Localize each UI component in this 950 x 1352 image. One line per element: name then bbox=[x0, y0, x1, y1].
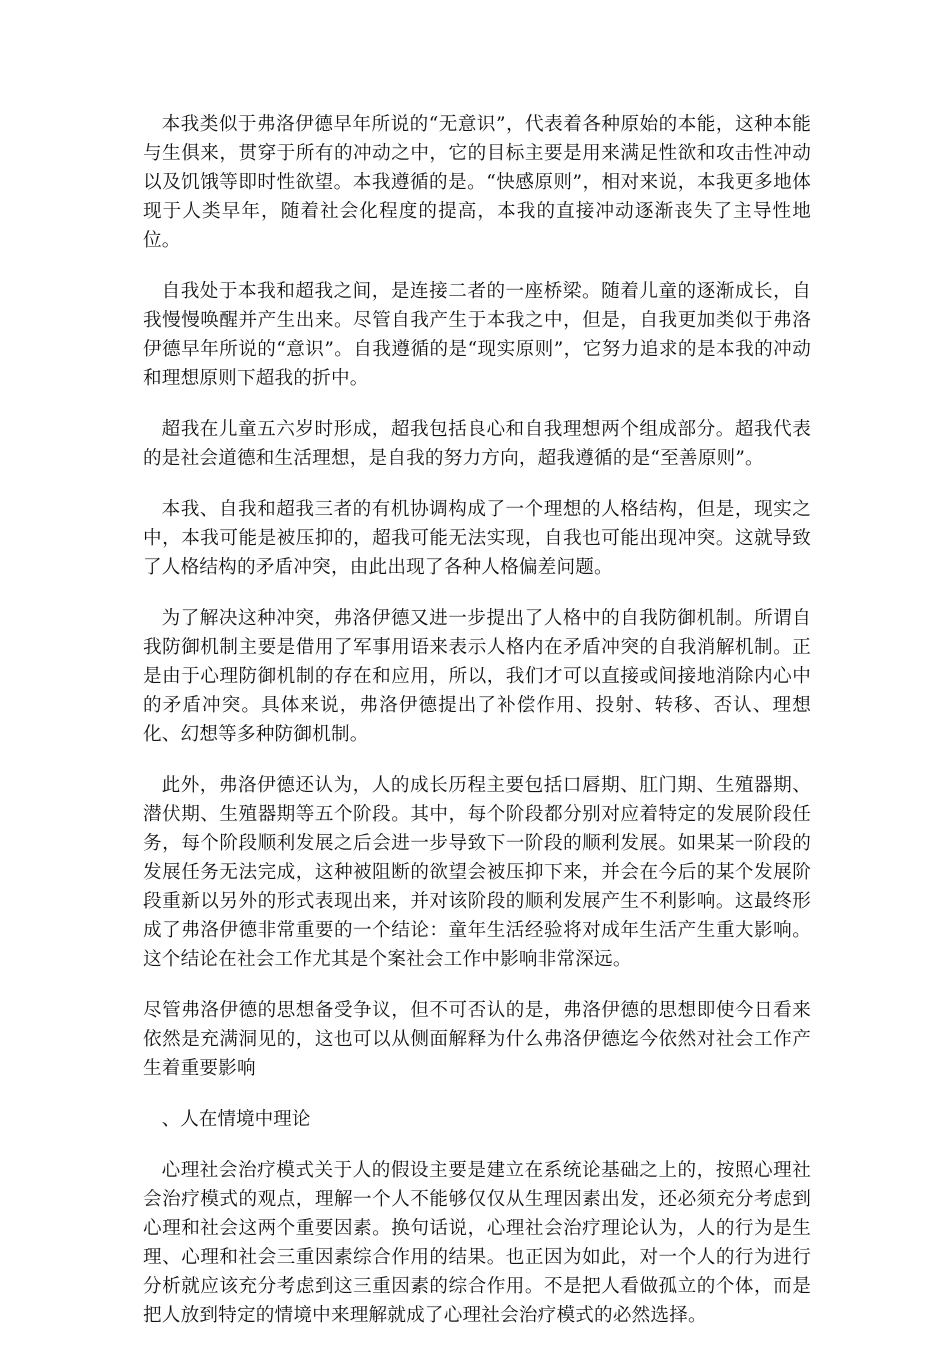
paragraph-superego: 超我在儿童五六岁时形成，超我包括良心和自我理想两个组成部分。超我代表的是社会道德和生活理想，是自我的努力方向，超我遵循的是“至善原则”。 bbox=[143, 419, 811, 469]
document-page bbox=[143, 110, 811, 1352]
section-heading: 、人在情境中理论 bbox=[161, 1109, 311, 1130]
paragraph-development-stages: 此外，弗洛伊德还认为，人的成长历程主要包括口唇期、肛门期、生殖器期、潜伏期、生殖器期等五个阶段。其中，每个阶段都分别对应着特定的发展阶段任务，每个阶段顺利发展之后会进一步导致下一阶段的顺利发展。如果某一阶段的发展任务无法完成，这种被阻断的欲望会被压抑下来，并会在今后的某个发展阶段重新以另外的形式表现出来，并对该阶段的顺利发展产生不利影响。这最终形成了弗洛伊德非常重要的一个结论：童年生活经验将对成年生活产生重大影响。这个结论在社会工作尤其是个案社会工作中影响非常深远。 bbox=[143, 775, 811, 970]
paragraph-ego: 自我处于本我和超我之间，是连接二者的一座桥梁。随着儿童的逐渐成长，自我慢慢唤醒并产生出来。尽管自我产生于本我之中，但是，自我更加类似于弗洛伊德早年所说的“意识”。自我遵循的是“现实原则”，它努力追求的是本我的冲动和理想原则下超我的折中。 bbox=[143, 281, 811, 389]
paragraph-defense-mechanisms: 为了解决这种冲突，弗洛伊德又进一步提出了人格中的自我防御机制。所谓自我防御机制主要是借用了军事用语来表示人格内在矛盾冲突的自我消解机制。正是由于心理防御机制的存在和应用，所以，我们才可以直接或间接地消除内心中的矛盾冲突。具体来说，弗洛伊德提出了补偿作用、投射、转移、否认、理想化、幻想等多种防御机制。 bbox=[143, 608, 811, 745]
paragraph-person-in-situation: 心理社会治疗模式关于人的假设主要是建立在系统论基础之上的，按照心理社会治疗模式的观点，理解一个人不能够仅仅从生理因素出发，还必须充分考虑到心理和社会这两个重要因素。换句话说，心理社会治疗理论认为，人的行为是生理、心理和社会三重因素综合作用的结果。也正因为如此，对一个人的行为进行分析就应该充分考虑到这三重因素的综合作用。不是把人看做孤立的个体，而是把人放到特定的情境中来理解就成了心理社会治疗模式的必然选择。 bbox=[143, 1160, 811, 1326]
paragraph-personality-structure: 本我、自我和超我三者的有机协调构成了一个理想的人格结构，但是，现实之中，本我可能是被压抑的，超我可能无法实现，自我也可能出现冲突。这就导致了人格结构的矛盾冲突，由此出现了各种人格偏差问题。 bbox=[143, 499, 811, 578]
paragraph-id: 本我类似于弗洛伊德早年所说的“无意识”，代表着各种原始的本能，这种本能与生俱来，贯穿于所有的冲动之中，它的目标主要是用来满足性欲和攻击性冲动以及饥饿等即时性欲望。本我遵循的是。“快感原则”，相对来说，本我更多地体现于人类早年，随着社会化程度的提高，本我的直接冲动逐渐丧失了主导性地位。 bbox=[143, 114, 811, 251]
paragraph-closing: 尽管弗洛伊德的思想备受争议，但不可否认的是，弗洛伊德的思想即使今日看来依然是充满洞见的，这也可以从侧面解释为什么弗洛伊德迄今依然对社会工作产生着重要影响 bbox=[143, 1000, 811, 1079]
